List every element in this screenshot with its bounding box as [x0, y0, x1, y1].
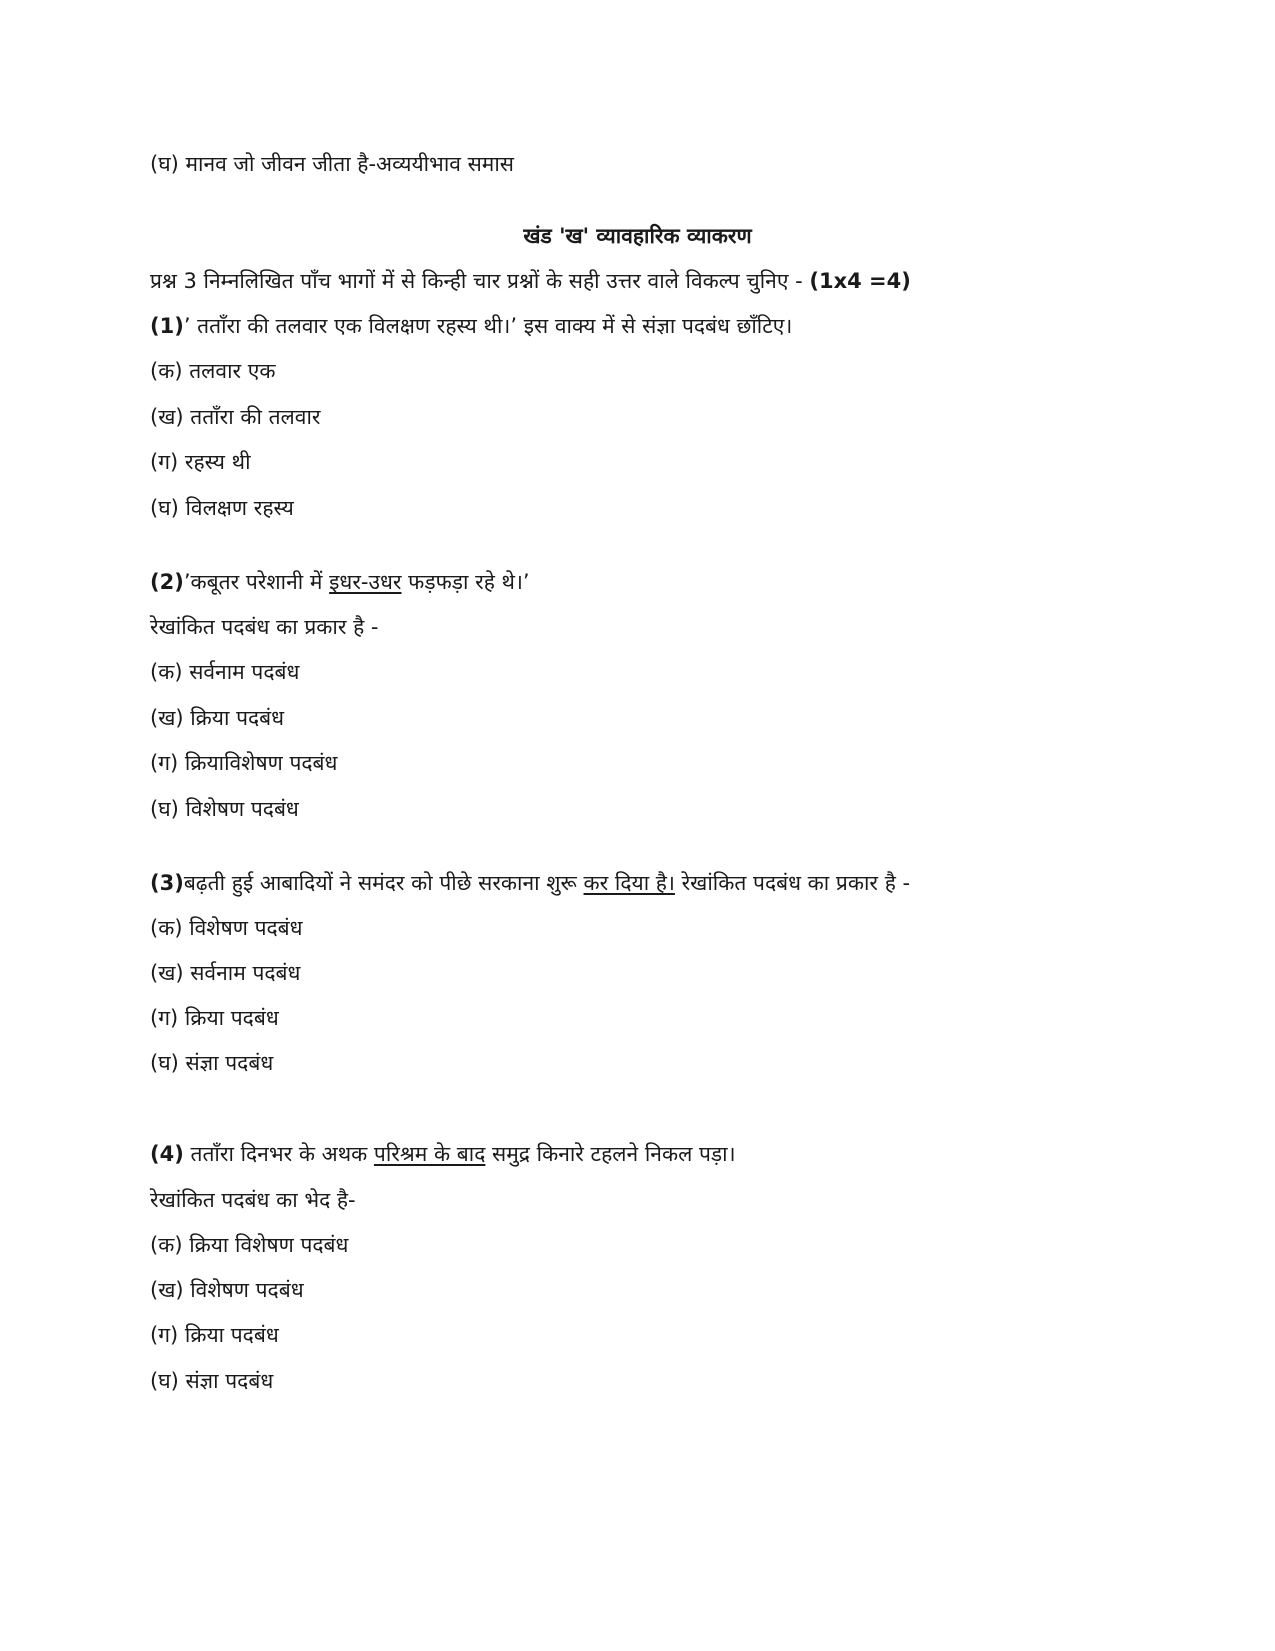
- q1-option-a: (क) तलवार एक: [150, 359, 276, 383]
- q3-sentence-start: बढ़ती हुई आबादियों ने समंदर को पीछे सरकाना शुरू: [183, 871, 584, 895]
- q2-option-a: (क) सर्वनाम पदबंध: [150, 660, 300, 684]
- q1-text: [150, 312, 792, 340]
- question-label: प्रश्न 3: [150, 269, 197, 293]
- q2-option-d: (घ) विशेषण पदबंध: [150, 797, 299, 821]
- q1-sentence: ’ ततॉंरा की तलवार एक विलक्षण रहस्य थी।’ इस वाक्य में से संज्ञा पदबंध छाँटिए।: [183, 314, 793, 338]
- q3-option-b: (ख) सर्वनाम पदबंध: [150, 961, 301, 985]
- q3-underlined-phrase: कर दिया है।: [583, 871, 675, 895]
- q3-text: [150, 869, 910, 897]
- q4-sentence-end: समुद्र किनारे टहलने निकल पड़ा।: [485, 1142, 736, 1166]
- q3-number: (3): [150, 871, 184, 895]
- q3-option-c: (ग) क्रिया पदबंध: [150, 1006, 279, 1030]
- q2-sentence-end: फड़फड़ा रहे थे।’: [401, 570, 530, 594]
- previous-answer-line: (घ) मानव जो जीवन जीता है-अव्ययीभाव समास: [150, 152, 514, 176]
- q4-option-b: (ख) विशेषण पदबंध: [150, 1278, 304, 1302]
- q2-option-b: (ख) क्रिया पदबंध: [150, 706, 285, 730]
- q4-option-c: (ग) क्रिया पदबंध: [150, 1323, 279, 1347]
- q2-sentence-start: ’कबूतर परेशानी में: [183, 570, 330, 594]
- q4-option-d: (घ) संज्ञा पदबंध: [150, 1369, 274, 1393]
- q2-number: (2): [150, 570, 184, 594]
- q1-option-c: (ग) रहस्य थी: [150, 450, 251, 474]
- q4-underlined-phrase: परिश्रम के बाद: [373, 1142, 486, 1166]
- question-instruction-text: निम्नलिखित पाँच भागों में से किन्ही चार प्रश्नों के सही उत्तर वाले विकल्प चुनिए -: [196, 269, 810, 293]
- q2-underlined-phrase: इधर-उधर: [329, 570, 402, 594]
- marks-label: (1x4 =4): [809, 269, 911, 293]
- q4-sentence-start: ततॉंरा दिनभर के अथक: [183, 1142, 374, 1166]
- section-heading: खंड 'ख' व्यावहारिक व्याकरण: [523, 224, 752, 248]
- q4-subquestion: रेखांकित पदबंध का भेद है-: [150, 1188, 356, 1212]
- question-3-instruction: [150, 267, 911, 295]
- q1-option-b: (ख) ततॉंरा की तलवार: [150, 405, 321, 429]
- q4-text: [150, 1140, 736, 1168]
- q3-option-a: (क) विशेषण पदबंध: [150, 916, 303, 940]
- q2-option-c: (ग) क्रियाविशेषण पदबंध: [150, 751, 338, 775]
- q1-option-d: (घ) विलक्षण रहस्य: [150, 496, 294, 520]
- q1-number: (1): [150, 314, 184, 338]
- q3-sentence-end: रेखांकित पदबंध का प्रकार है -: [674, 871, 911, 895]
- q2-text: [150, 568, 530, 596]
- q2-subquestion: रेखांकित पदबंध का प्रकार है -: [150, 615, 379, 639]
- q3-option-d: (घ) संज्ञा पदबंध: [150, 1051, 274, 1075]
- q4-option-a: (क) क्रिया विशेषण पदबंध: [150, 1233, 349, 1257]
- q4-number: (4): [150, 1142, 184, 1166]
